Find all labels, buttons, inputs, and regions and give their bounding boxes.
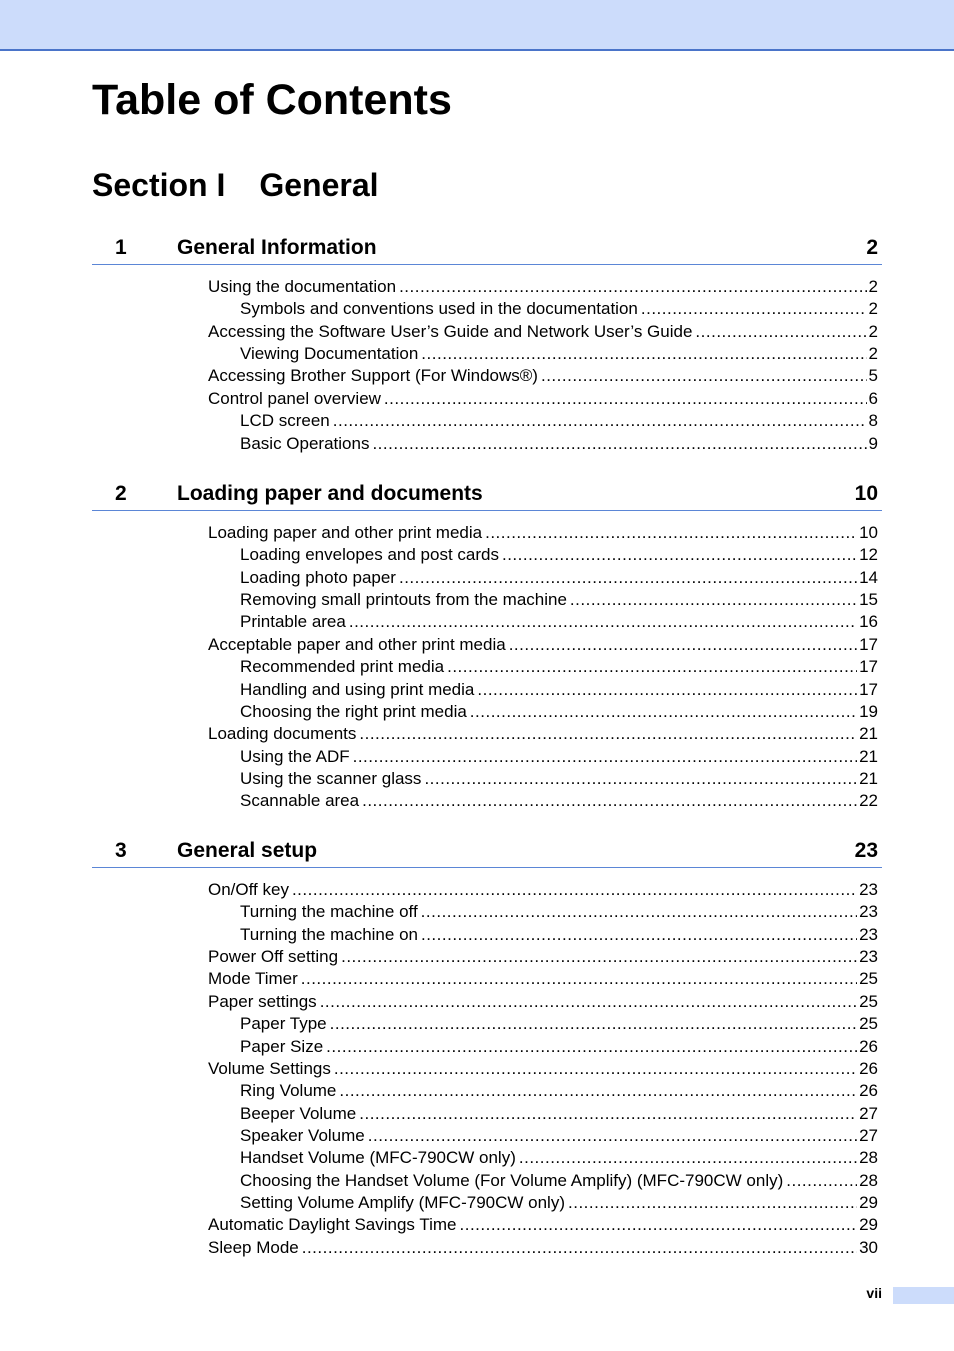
toc-entry-page: 8 (868, 411, 878, 431)
toc-entry[interactable] (240, 589, 878, 611)
dot-leader (399, 276, 866, 298)
toc-entry[interactable] (240, 544, 878, 566)
toc-entry[interactable] (208, 946, 878, 968)
toc-entry[interactable] (240, 1036, 878, 1058)
toc-entry-label: Accessing Brother Support (For Windows®) (208, 366, 538, 386)
chapter-number: 1 (115, 236, 127, 259)
toc-entry[interactable] (208, 1237, 878, 1259)
toc-entry-label: Ring Volume (240, 1081, 337, 1101)
toc-entry[interactable] (240, 924, 878, 946)
toc-entry[interactable] (208, 522, 878, 544)
dot-leader (349, 611, 857, 633)
chapter-number: 2 (115, 482, 127, 505)
dot-leader (384, 388, 867, 410)
toc-entry-label: Removing small printouts from the machine (240, 590, 567, 610)
toc-entry-page: 27 (859, 1125, 878, 1145)
chapter-heading[interactable] (92, 837, 882, 868)
toc-entry-label: On/Off key (208, 880, 289, 899)
toc-entry-label: LCD screen (240, 411, 330, 431)
toc-entry[interactable] (208, 1058, 878, 1080)
toc-entry[interactable] (240, 1147, 878, 1169)
dot-leader (695, 321, 866, 343)
toc-entry-page: 23 (859, 924, 878, 944)
toc-entry-page: 21 (859, 768, 878, 788)
dot-leader (359, 1103, 857, 1125)
toc-entry-page: 25 (859, 991, 878, 1011)
dot-leader (301, 968, 857, 990)
dot-leader (372, 433, 866, 455)
toc-entry[interactable] (240, 343, 878, 365)
section-heading (92, 166, 379, 204)
toc-entry[interactable] (240, 1103, 878, 1125)
dot-leader (339, 1080, 857, 1102)
toc-entry[interactable] (240, 746, 878, 768)
toc-entry-label: Turning the machine on (240, 924, 418, 944)
toc-entry[interactable] (240, 901, 878, 923)
chapter-title: General setup (177, 839, 318, 862)
header-band (0, 0, 954, 51)
toc-entry-label: Paper settings (208, 991, 317, 1011)
toc-entry-page: 2 (868, 344, 878, 364)
toc-entry-label: Recommended print media (240, 657, 445, 677)
toc-entry-page: 23 (859, 947, 878, 967)
toc-entry-label: Handset Volume (MFC-790CW only) (240, 1148, 516, 1168)
section-label: Section I (92, 167, 226, 203)
dot-leader (485, 522, 857, 544)
toc-entry-label: Basic Operations (240, 433, 370, 453)
chapter-heading[interactable] (92, 480, 882, 511)
toc-entry-page: 9 (868, 433, 878, 453)
page-number: vii (866, 1285, 882, 1301)
dot-leader (320, 991, 857, 1013)
toc-entry[interactable] (240, 410, 878, 432)
toc-entry-label: Automatic Daylight Savings Time (208, 1215, 457, 1235)
toc-entry-label: Loading documents (208, 724, 357, 744)
toc-entry-page: 28 (859, 1170, 878, 1190)
toc-entry[interactable] (208, 634, 878, 656)
dot-leader (541, 365, 867, 387)
dot-leader (509, 634, 857, 656)
toc-entry-page: 17 (859, 634, 878, 654)
dot-leader (368, 1125, 857, 1147)
toc-entry[interactable] (208, 723, 878, 745)
toc-entry-label: Handling and using print media (240, 679, 475, 699)
dot-leader (359, 723, 857, 745)
dot-leader (362, 790, 857, 812)
toc-entry-label: Symbols and conventions used in the documentation (240, 299, 638, 319)
toc-entry-page: 23 (859, 902, 878, 922)
dot-leader (292, 879, 857, 901)
dot-leader (333, 410, 867, 432)
chapter-title: Loading paper and documents (177, 482, 483, 505)
toc-entry-label: Acceptable paper and other print media (208, 634, 506, 654)
toc-entry-page: 29 (859, 1215, 878, 1235)
toc-entry-label: Beeper Volume (240, 1103, 357, 1123)
toc-entry-page: 10 (859, 523, 878, 542)
toc-entry-label: Viewing Documentation (240, 344, 419, 364)
toc-entry-page: 25 (859, 969, 878, 989)
chapter-number: 3 (115, 839, 127, 862)
dot-leader (786, 1170, 857, 1192)
dot-leader (341, 946, 857, 968)
toc-entry-label: Printable area (240, 612, 346, 632)
dot-leader (568, 1192, 857, 1214)
toc-entry-label: Accessing the Software User’s Guide and Network User’s Guide (208, 321, 693, 341)
toc-entry-label: Power Off setting (208, 947, 339, 967)
toc-entry-page: 30 (859, 1237, 878, 1257)
toc-entry-page: 2 (868, 299, 878, 319)
chapter-heading[interactable] (92, 234, 882, 265)
toc-entry[interactable] (240, 701, 878, 723)
toc-entry-page: 5 (868, 366, 878, 386)
toc-entry-label: Loading paper and other print media (208, 523, 483, 542)
toc-entry-label: Volume Settings (208, 1058, 331, 1078)
toc-entry[interactable] (240, 1125, 878, 1147)
toc-entry-label: Using the ADF (240, 746, 350, 766)
toc-entry-label: Setting Volume Amplify (MFC-790CW only) (240, 1192, 565, 1212)
toc-entry-page: 26 (859, 1036, 878, 1056)
chapter-page: 2 (866, 236, 878, 259)
dot-leader (421, 901, 857, 923)
toc-entry-label: Sleep Mode (208, 1237, 299, 1257)
toc-entry-page: 29 (859, 1192, 878, 1212)
toc-entry-page: 2 (868, 321, 878, 341)
toc-entry[interactable] (240, 1013, 878, 1035)
footer-tab (893, 1287, 954, 1304)
toc-entry[interactable] (240, 611, 878, 633)
chapter-page: 10 (854, 482, 878, 505)
dot-leader (570, 589, 857, 611)
dot-leader (353, 746, 857, 768)
dot-leader (641, 298, 867, 320)
toc-entry-page: 17 (859, 657, 878, 677)
toc-entry[interactable] (208, 968, 878, 990)
toc-entry-label: Loading photo paper (240, 567, 396, 587)
toc-entry-label: Using the documentation (208, 277, 397, 296)
toc-entry[interactable] (240, 768, 878, 790)
toc-entry[interactable] (208, 991, 878, 1013)
toc-entry-label: Mode Timer (208, 969, 298, 989)
toc-entry-label: Turning the machine off (240, 902, 418, 922)
section-name: General (259, 167, 379, 203)
dot-leader (330, 1013, 857, 1035)
dot-leader (477, 679, 857, 701)
toc-entry-label: Choosing the Handset Volume (For Volume Amplify) (MFC-790CW only) (240, 1170, 784, 1190)
toc-entry-page: 15 (859, 590, 878, 610)
toc-entry-page: 25 (859, 1014, 878, 1034)
dot-leader (519, 1147, 857, 1169)
toc-entry-label: Speaker Volume (240, 1125, 365, 1145)
chapter-page: 23 (854, 839, 878, 862)
toc-entry-page: 16 (859, 612, 878, 632)
toc-entry[interactable] (240, 1170, 878, 1192)
toc-entry[interactable] (240, 433, 878, 455)
toc-entry-label: Choosing the right print media (240, 701, 467, 721)
toc-entry-page: 27 (859, 1103, 878, 1123)
page-title: Table of Contents (92, 76, 452, 124)
dot-leader (502, 544, 857, 566)
dot-leader (326, 1036, 857, 1058)
toc-entry-page: 22 (859, 791, 878, 811)
toc-entry[interactable] (208, 879, 878, 901)
dot-leader (447, 656, 857, 678)
dot-leader (424, 768, 857, 790)
toc-entry-page: 19 (859, 701, 878, 721)
toc-entry-label: Control panel overview (208, 388, 381, 408)
dot-leader (421, 343, 866, 365)
toc-entry[interactable] (240, 790, 878, 812)
toc-entry[interactable] (240, 567, 878, 589)
toc-entry[interactable] (240, 1192, 878, 1214)
toc-entry-label: Loading envelopes and post cards (240, 545, 499, 565)
toc-entry[interactable] (208, 321, 878, 343)
toc-entry-page: 2 (868, 277, 878, 296)
toc-entry-page: 17 (859, 679, 878, 699)
toc-entry-label: Paper Size (240, 1036, 324, 1056)
dot-leader (334, 1058, 857, 1080)
toc-entry-page: 28 (859, 1148, 878, 1168)
dot-leader (399, 567, 857, 589)
dot-leader (302, 1237, 857, 1259)
toc-entry[interactable] (240, 656, 878, 678)
toc-entry-label: Using the scanner glass (240, 768, 422, 788)
dot-leader (460, 1214, 858, 1236)
toc-entry-page: 14 (859, 567, 878, 587)
toc-entry-label: Paper Type (240, 1014, 327, 1034)
toc-entry-page: 26 (859, 1058, 878, 1078)
toc-entry[interactable] (240, 298, 878, 320)
toc-entry-page: 21 (859, 724, 878, 744)
toc-entry-label: Scannable area (240, 791, 360, 811)
toc-entry[interactable] (208, 388, 878, 410)
toc-entry-page: 6 (868, 388, 878, 408)
toc-entry[interactable] (240, 679, 878, 701)
toc-entry[interactable] (208, 276, 878, 298)
toc-entry-page: 21 (859, 746, 878, 766)
toc-entry[interactable] (240, 1080, 878, 1102)
toc-entry[interactable] (208, 365, 878, 387)
chapter-title: General Information (177, 236, 377, 259)
toc-entry-page: 26 (859, 1081, 878, 1101)
toc-entry[interactable] (208, 1214, 878, 1236)
toc-entry-page: 23 (859, 880, 878, 899)
dot-leader (421, 924, 857, 946)
toc-entry-page: 12 (859, 545, 878, 565)
dot-leader (470, 701, 857, 723)
